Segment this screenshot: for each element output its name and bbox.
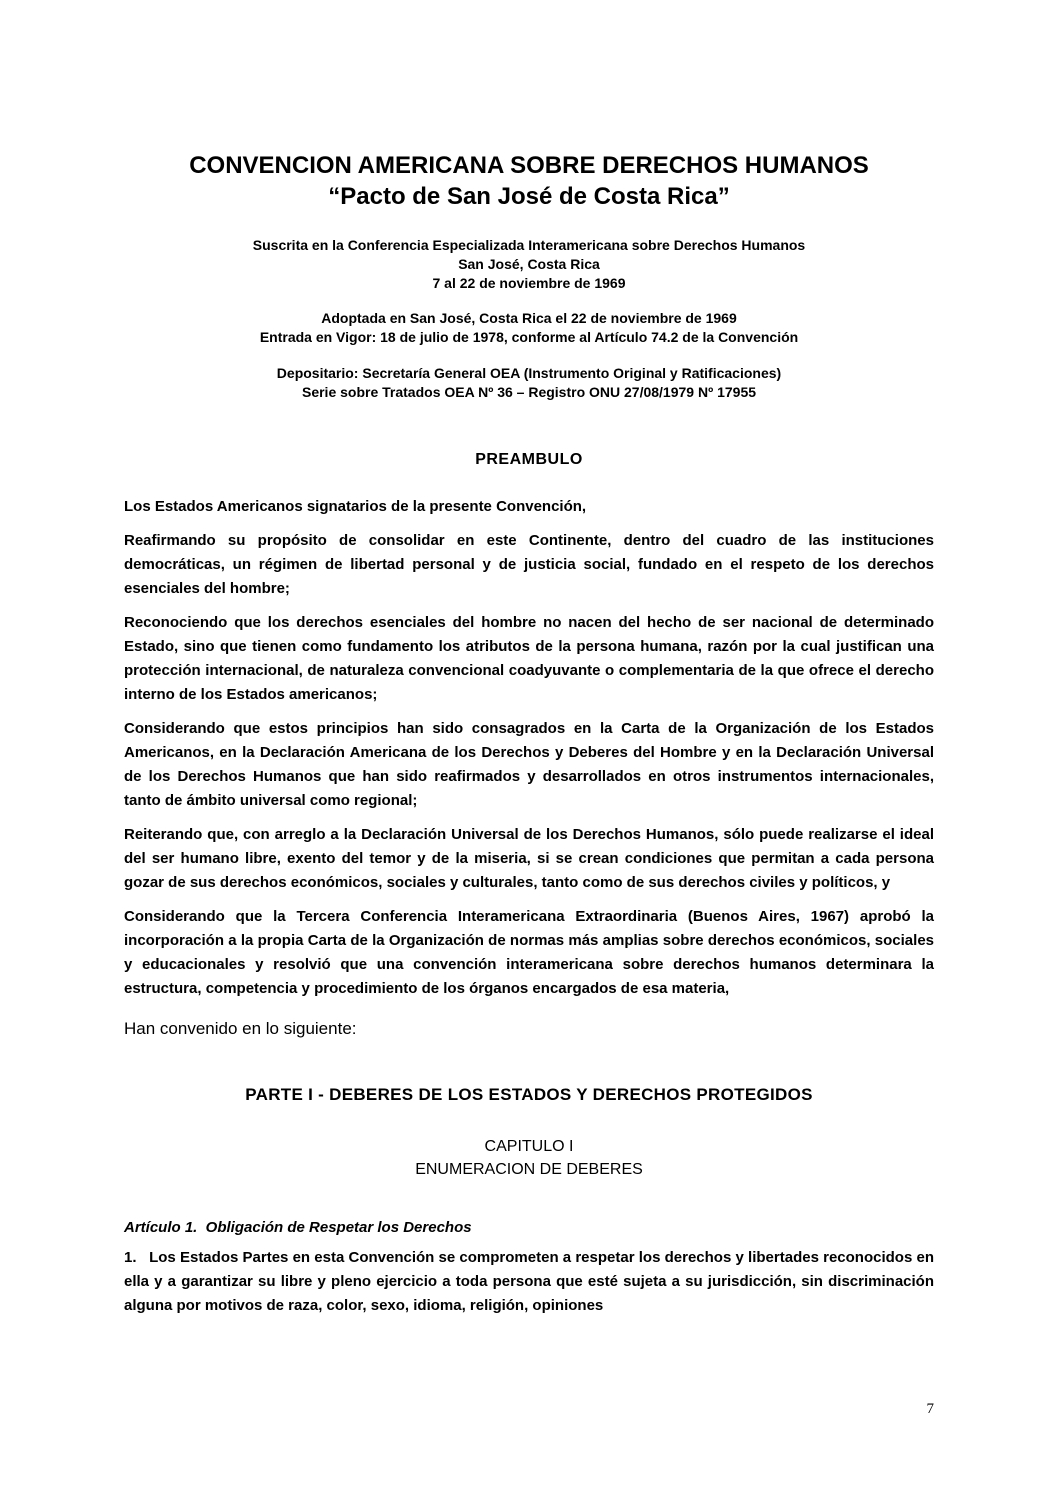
page-number: 7 xyxy=(926,1401,934,1417)
conference-info xyxy=(124,236,934,293)
article1-paragraph: 1. Los Estados Partes en esta Convención se comprometen a respetar los derechos y libertades reconocidos en ella y a garantizar su libre y pleno ejercicio a toda persona que esté sujeta a su jurisdicción, sin discriminación alguna por motivos de raza, color, sexo, idioma, religión, opiniones xyxy=(124,1249,934,1314)
preamble-paragraph: Considerando que la Tercera Conferencia Interamericana Extraordinaria (Buenos Aires, 1967) aprobó la incorporación a la propia Carta de la Organización de normas más amplias sobre derechos económicos, sociales y educacionales y resolvió que una convención interamericana sobre derechos humanos determinara la estructura, competencia y procedimiento de los órganos encargados de esa materia, xyxy=(124,908,934,997)
preamble-paragraph: Reconociendo que los derechos esenciales del hombre no nacen del hecho de ser nacional de determinado Estado, sino que tienen como fundamento los atributos de la persona humana, razón por la cual justifican una protección internacional, de naturaleza convencional coadyuvante o complementaria de la que ofrece el derecho interno de los Estados americanos; xyxy=(124,614,934,703)
document-title-line-1: CONVENCION AMERICANA SOBRE DERECHOS HUMANOS xyxy=(189,152,869,179)
document-title xyxy=(124,150,934,212)
chapter1-heading-line-1: CAPITULO I xyxy=(484,1138,574,1155)
depositary-line-2: Serie sobre Tratados OEA Nº 36 – Registro ONU 27/08/1979 Nº 17955 xyxy=(301,384,757,400)
conference-line-2: San José, Costa Rica xyxy=(458,256,600,272)
preamble-closing: Han convenido en lo siguiente: xyxy=(124,1019,357,1038)
preamble-paragraph: Considerando que estos principios han sido consagrados en la Carta de la Organización de los Estados Americanos, en la Declaración Americana de los Derechos y Deberes del Hombre y en la Declaración Universal de los Derechos Humanos que han sido reafirmados y desarrollados en otros instrumentos internacionales, tanto de ámbito universal como regional; xyxy=(124,720,934,809)
preamble-paragraph: Reiterando que, con arreglo a la Declaración Universal de los Derechos Humanos, sólo puede realizarse el ideal del ser humano libre, exento del temor y de la miseria, si se crean condiciones que permitan a cada persona gozar de sus derechos económicos, sociales y culturales, tanto como de sus derechos civiles y políticos, y xyxy=(124,826,934,891)
part1-heading: PARTE I - DEBERES DE LOS ESTADOS Y DERECHOS PROTEGIDOS xyxy=(245,1085,813,1104)
conference-line-1: Suscrita en la Conferencia Especializada Interamericana sobre Derechos Humanos xyxy=(252,237,806,253)
preamble-paragraph: Los Estados Americanos signatarios de la presente Convención, xyxy=(124,498,587,515)
chapter1-heading-line-2: ENUMERACION DE DEBERES xyxy=(415,1161,643,1178)
preamble-paragraph: Reafirmando su propósito de consolidar en este Continente, dentro del cuadro de las instituciones democráticas, un régimen de libertad personal y de justicia social, fundado en el respeto de los derechos esenciales del hombre; xyxy=(124,532,934,597)
preamble-heading: PREAMBULO xyxy=(475,451,583,468)
chapter1-heading xyxy=(124,1135,934,1181)
adoption-line-2: Entrada en Vigor: 18 de julio de 1978, conforme al Artículo 74.2 de la Convención xyxy=(259,329,799,345)
adoption-info xyxy=(124,309,934,347)
adoption-line-1: Adoptada en San José, Costa Rica el 22 de noviembre de 1969 xyxy=(321,310,737,326)
depositary-info xyxy=(124,364,934,402)
article1-heading: Artículo 1. Obligación de Respetar los Derechos xyxy=(124,1219,472,1236)
conference-line-3: 7 al 22 de noviembre de 1969 xyxy=(432,275,626,291)
depositary-line-1: Depositario: Secretaría General OEA (Instrumento Original y Ratificaciones) xyxy=(276,365,782,381)
document-title-line-2: “Pacto de San José de Costa Rica” xyxy=(328,183,730,210)
